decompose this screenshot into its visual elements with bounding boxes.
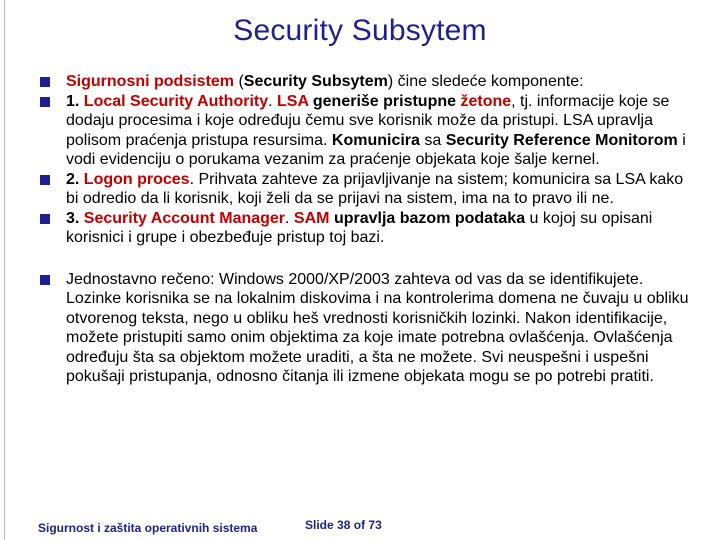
text-run: . — [285, 209, 294, 227]
text-run: žetone — [460, 92, 512, 110]
bullet-item — [40, 72, 695, 92]
text-run: ) čine sledeće komponente: — [387, 73, 584, 90]
square-bullet-icon — [40, 214, 50, 224]
text-run: upravlja bazom podataka — [333, 209, 526, 227]
footer-slide-counter — [305, 518, 382, 532]
square-bullet-icon — [40, 97, 50, 107]
text-run: Security Account Manager — [83, 209, 286, 227]
text-run: 1. — [66, 92, 84, 110]
text-run: 2. — [66, 170, 84, 188]
bullet-item — [40, 92, 695, 170]
slide-number: 38 — [337, 518, 351, 532]
text-run: Jednostavno rečeno: Windows 2000/XP/2003 zahteva od vas da se identifikujete. Lozinke korisnika se na lokalnim diskovima i na kontrolerima domena ne čuvaju u obliku otvorenog teksta, nego u obliku heš vrednosti korisničkih lozinki. Nakon identifikacije, možete pristupiti samo onim objektima za koje imate potrebna ovlašćenja. Ovlašćenja određuju šta sa objektom možete uraditi, a šta ne možete. Svi neuspešni i uspešni pokušaji pristupanja, odnosno čitanja ili izmene objekata mogu se po potrebi pratiti. — [66, 270, 689, 385]
text-run: ( — [234, 73, 244, 90]
text-run: Security Reference Monitorom — [445, 131, 678, 149]
bullet-item — [40, 270, 695, 387]
square-bullet-icon — [40, 275, 50, 285]
text-run: Sigurnosni podsistem — [66, 73, 235, 90]
square-bullet-icon — [40, 175, 50, 185]
text-run: u kojoj su opisani korisnici i grupe i obezbeđuje pristup toj bazi. — [66, 209, 653, 246]
text-run: generiše pristupne — [308, 92, 461, 110]
slide-label: Slide — [305, 518, 334, 532]
text-run: sa — [419, 131, 446, 149]
footer-course-title: Sigurnost i zaštita operativnih sistema — [38, 521, 258, 535]
text-run: . Prihvata zahteve za prijavljivanje na sistem; komunicira sa LSA kako bi odredio da li korisnik, koji želi da se prijavi na sistem, ima na to pravo ili ne. — [66, 170, 684, 207]
square-bullet-icon — [40, 77, 50, 87]
slide-total: 73 — [368, 518, 382, 532]
of-label: of — [353, 518, 366, 532]
text-run: , tj. informacije koje se dodaju procesima i koje određuju čemu sve korisnik može da pristupi. LSA upravlja polisom praćenja pristupa resursima. — [66, 92, 670, 149]
bullet-item — [40, 170, 695, 209]
text-run: LSA — [277, 92, 309, 110]
bullet-list — [40, 72, 695, 387]
text-run: Security Subsytem — [243, 73, 388, 90]
slide-title: Security Subsytem — [233, 14, 487, 47]
text-run: SAM — [293, 209, 330, 227]
bullet-item — [40, 209, 695, 248]
text-run: 3. — [66, 209, 84, 227]
text-run: Komunicira — [331, 131, 420, 149]
text-run: i vodi evidenciju o porukama vezanim za praćenje objekata koje šalje kernel. — [66, 131, 686, 168]
text-run: Logon proces — [83, 170, 190, 188]
left-border-line — [4, 0, 5, 540]
text-run: Local Security Authority — [83, 92, 269, 110]
text-run: . — [268, 92, 278, 110]
